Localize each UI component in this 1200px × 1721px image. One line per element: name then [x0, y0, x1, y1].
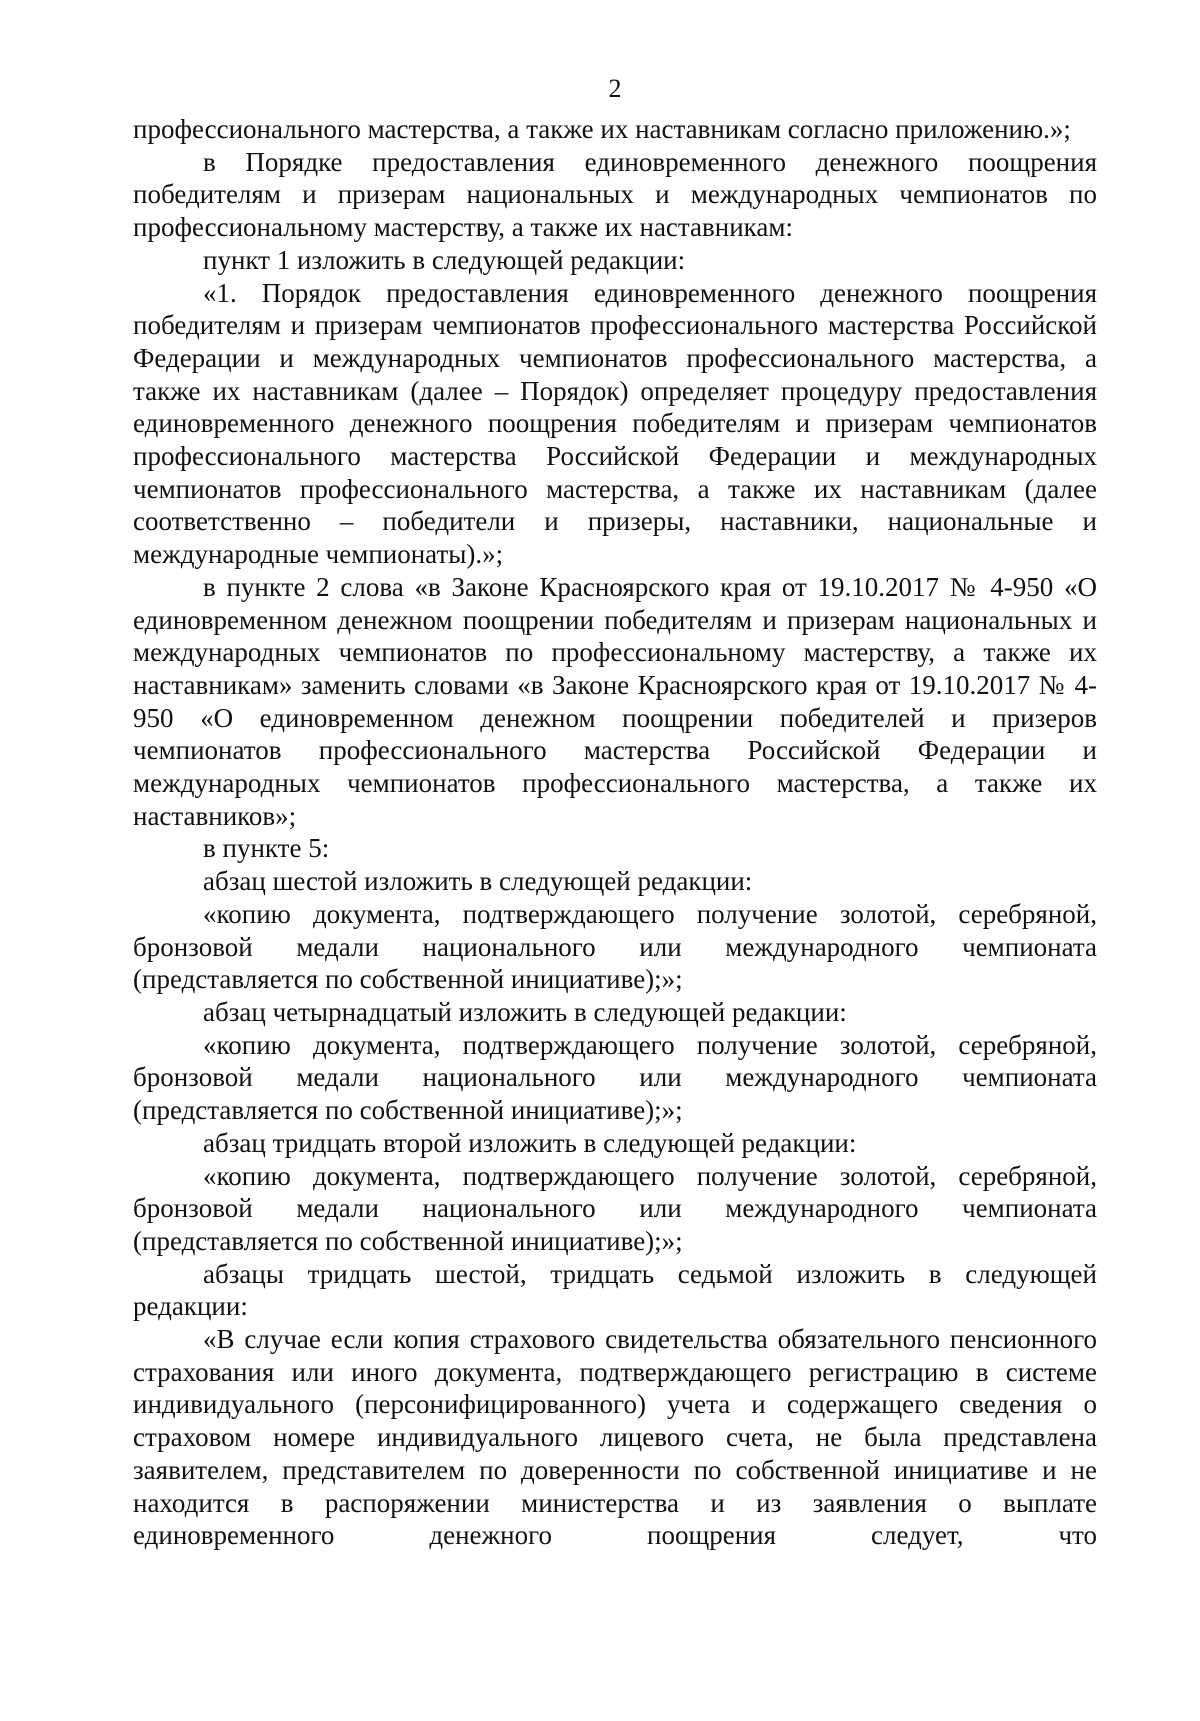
document-paragraph: профессионального мастерства, а также их наставникам согласно приложению.»;	[133, 114, 1071, 144]
document-paragraph: абзац четырнадцатый изложить в следующей редакции:	[203, 996, 847, 1027]
document-paragraph: пункт 1 изложить в следующей редакции:	[203, 244, 686, 275]
document-paragraph: «1. Порядок предоставления единовременного денежного поощрения победителям и призерам чемпионатов профессионального мастерства Российской Федерации и международных чемпионатов профессионального мастерства, а также их наставникам (далее – Порядок) определяет процедуру предоставления единовременного денежного поощрения победителям и призерам чемпионатов профессионального мастерства Российской Федерации и международных чемпионатов профессионального мастерства, а также их наставникам (далее соответственно – победители и призеры, наставники, национальные и международные чемпионаты).»;	[133, 277, 1097, 570]
document-paragraph: «копию документа, подтверждающего получение золотой, серебряной, бронзовой медали национального или международного чемпионата (представляется по собственной инициативе);»;	[133, 898, 1097, 995]
document-paragraph: «копию документа, подтверждающего получение золотой, серебряной, бронзовой медали национального или международного чемпионата (представляется по собственной инициативе);»;	[133, 1160, 1097, 1256]
document-paragraph: в Порядке предоставления единовременного денежного поощрения победителям и призерам национальных и международных чемпионатов по профессиональному мастерству, а также их наставникам:	[133, 146, 1097, 243]
document-body	[133, 113, 1097, 1552]
document-paragraph: «копию документа, подтверждающего получение золотой, серебряной, бронзовой медали национального или международного чемпионата (представляется по собственной инициативе);»;	[133, 1029, 1097, 1126]
page-number: 2	[608, 74, 622, 103]
document-paragraph: абзацы тридцать шестой, тридцать седьмой изложить в следующей редакции:	[133, 1258, 1097, 1322]
document-paragraph: абзац шестой изложить в следующей редакции:	[203, 866, 753, 897]
document-paragraph: в пункте 5:	[203, 833, 330, 864]
document-paragraph: «В случае если копия страхового свидетельства обязательного пенсионного страхования или иного документа, подтверждающего регистрацию в системе индивидуального (персонифицированного) учета и содержащего сведения о страховом номере индивидуального лицевого счета, не была представлена заявителем, представителем по доверенности по собственной инициативе и не находится в распоряжении министерства и из заявления о выплате единовременного денежного поощрения следует, что	[133, 1324, 1097, 1551]
document-paragraph: в пункте 2 слова «в Законе Красноярского края от 19.10.2017 № 4-950 «О единовременном денежном поощрении победителям и призерам национальных и международных чемпионатов по профессиональному мастерству, а также их наставникам» заменить словами «в Законе Красноярского края от 19.10.2017 № 4-950 «О единовременном денежном поощрении победителей и призеров чемпионатов профессионального мастерства Российской Федерации и международных чемпионатов профессионального мастерства, а также их наставников»;	[133, 571, 1097, 831]
document-paragraph: абзац тридцать второй изложить в следующей редакции:	[203, 1127, 857, 1158]
